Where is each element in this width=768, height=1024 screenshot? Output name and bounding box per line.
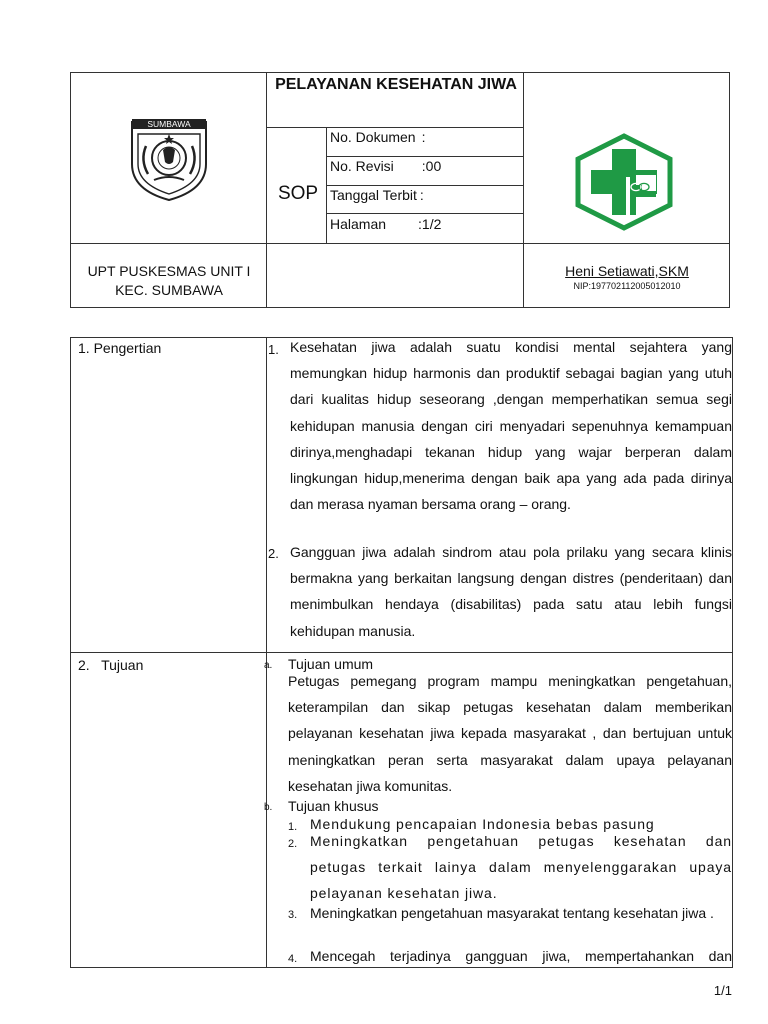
header-divider [326,213,523,214]
field-value: :1/2 [418,216,442,232]
header-divider [326,156,523,157]
item-number: 1. [288,821,298,833]
pengertian-item-2: Gangguan jiwa adalah sindrom atau pola prilaku yang secara klinis bermakna yang berkaitan langsung dengan distres (penderitaan) dan menimbulkan hendaya (disabilitas) pada satu atau lebih fungsi kehidupan manusia. [290,544,732,639]
field-tanggal-terbit [330,187,424,203]
document-title: PELAYANAN KESEHATAN JIWA [275,76,517,93]
field-no-revisi [330,158,441,174]
field-label: No. Revisi [330,158,394,174]
sumbawa-logo [124,116,214,202]
tujuan-umum-text: Petugas pemegang program mampu meningkatkan pengetahuan, keterampilan dan sikap petugas kesehatan dalam memberikan pelayanan kesehatan jiwa kepada masyarakat , dan bertujuan untuk meningkatkan peran serta masyarakat dalam upaya pelayanan kesehatan jiwa komunitas. [288,673,732,794]
field-label: No. Dokumen [330,129,416,145]
item-number: 2. [288,838,298,850]
tujuan-khusus-title: Tujuan khusus [288,798,379,814]
tujuan-khusus-item-4: Mencegah terjadinya gangguan jiwa, mempertahankan dan [310,948,732,964]
puskesmas-logo [574,133,674,231]
pengertian-item-1: Kesehatan jiwa adalah suatu kondisi mental sejahtera yang memungkan hidup harmonis dan produktif sebagai bagian yang utuh dari kualitas hidup seseorang ,dengan memperhatikan semua segi kehidupan manusia dengan ciri menyadari sepenuhnya kemampuan dirinya,menghadapi tekanan hidup yang wajar berperan dalam lingkungan hidup,menerima dengan baik apa yang ada pada dirinya dan merasa nyaman bersama orang – orang. [290,339,732,513]
org-line: UPT PUSKESMAS UNIT I [87,263,251,279]
field-no-dokumen [330,129,425,145]
item-number: 1. [268,342,279,357]
field-label: Halaman [330,216,387,232]
signer-nip: NIP:197702112005012010 [573,281,681,291]
field-value: :00 [421,158,442,174]
tujuan-khusus-item-2: Meningkatkan pengetahuan petugas kesehatan dan petugas terkait lainya dalam menyelenggarakan upaya pelayanan kesehatan jiwa. [310,833,732,902]
content-divider [70,652,733,653]
list-marker: b. [264,802,273,813]
org-line: KEC. SUMBAWA [115,282,223,298]
header-divider [266,127,523,128]
header-divider [326,185,523,186]
item-number: 2. [268,546,279,561]
tujuan-umum-title: Tujuan umum [288,656,374,672]
tujuan-khusus-item-3: Meningkatkan pengetahuan masyarakat tentang kesehatan jiwa . [310,905,714,921]
section-label-pengertian: 1. Pengertian [78,340,162,356]
header-divider [70,243,730,244]
sop-label: SOP [277,183,319,204]
header-divider [266,72,267,308]
list-marker: a. [264,660,273,671]
field-halaman [330,216,441,232]
field-label: Tanggal Terbit [330,187,417,203]
tujuan-khusus-item-1: Mendukung pencapaian Indonesia bebas pasung [310,816,655,832]
organization-name [72,262,266,300]
page-number: 1/1 [713,983,732,998]
item-number: 4. [288,953,298,965]
field-value: : [419,187,424,203]
section-label-tujuan: 2. Tujuan [78,657,144,673]
signer-name: Heni Setiawati,SKM [565,263,689,279]
field-value: : [421,129,426,145]
logo-label: SUMBAWA [147,119,191,129]
item-number: 3. [288,909,298,921]
